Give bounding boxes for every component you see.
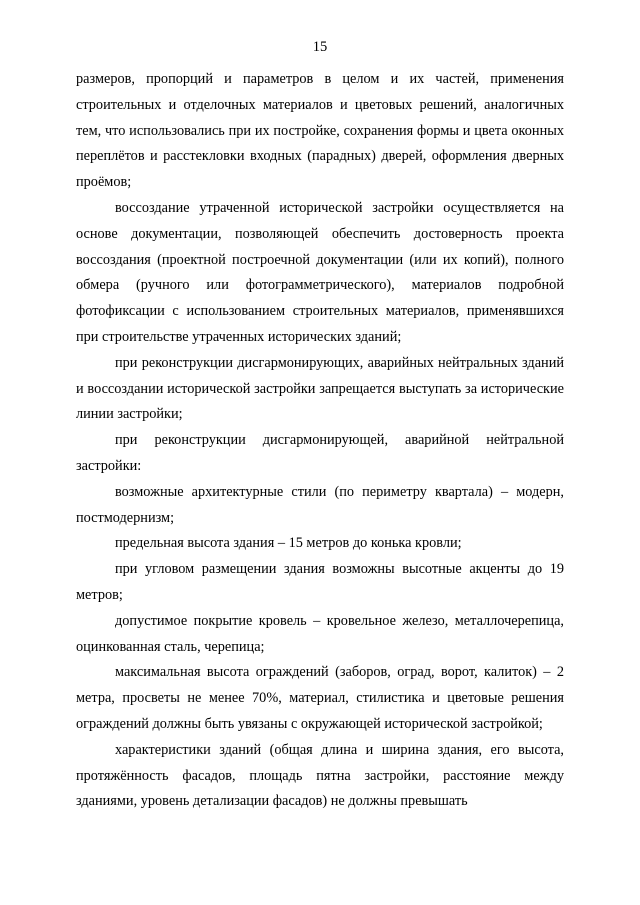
paragraph-2: воссоздание утраченной исторической застройки осуществляется на основе документации, позволяющей обеспечить достоверность проекта воссоздания (проектной построечной документации (или их копий), полного обмера (ручного или фотограмметрического), материалов подробной фотофиксации с использованием строительных материалов, применявшихся при строительстве утраченных исторических зданий;: [76, 199, 564, 345]
page-number: 15: [312, 39, 328, 55]
paragraph-6: предельная высота здания – 15 метров до конька кровли;: [115, 535, 462, 552]
document-body: [76, 67, 564, 815]
paragraph-5: возможные архитектурные стили (по периметру квартала) – модерн, постмодернизм;: [76, 483, 564, 526]
paragraph-10: характеристики зданий (общая длина и ширина здания, его высота, протяжённость фасадов, площадь пятна застройки, расстояние между зданиями, уровень детализации фасадов) не должны превышать: [76, 741, 564, 810]
paragraph-9: максимальная высота ограждений (заборов, оград, ворот, калиток) – 2 метра, просветы не менее 70%, материал, стилистика и цветовые решения ограждений должны быть увязаны с окружающей исторической застройкой;: [76, 664, 564, 732]
paragraph-1: размеров, пропорций и параметров в целом и их частей, применения строительных и отделочных материалов и цветовых решений, аналогичных тем, что использовались при их постройке, сохранения формы и цвета оконных переплётов и расстекловки входных (парадных) дверей, оформления дверных проёмов;: [76, 71, 564, 191]
paragraph-3: при реконструкции дисгармонирующих, аварийных нейтральных зданий и воссоздании исторической застройки запрещается выступать за исторические линии застройки;: [76, 354, 564, 423]
paragraph-7: при угловом размещении здания возможны высотные акценты до 19 метров;: [76, 561, 564, 603]
paragraph-8: допустимое покрытие кровель – кровельное железо, металлочерепица, оцинкованная сталь, черепица;: [76, 612, 564, 655]
paragraph-4: при реконструкции дисгармонирующей, аварийной нейтральной застройки:: [76, 432, 564, 474]
